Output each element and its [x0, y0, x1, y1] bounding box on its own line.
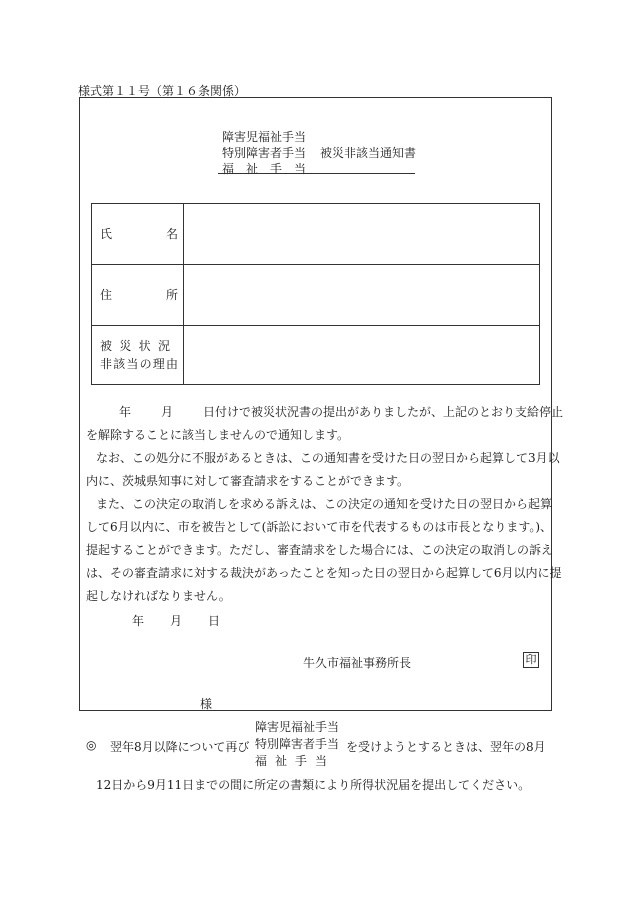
- table-row-address: [92, 265, 540, 326]
- body-line: また、この決定の取消しを求める訴えは、この決定の通知を受けた日の翌日から起算: [96, 497, 553, 511]
- body-text-rest: 日付けで被災状況書の提出がありましたが、上記のとおり支給停止: [203, 405, 564, 419]
- title-line-2: [222, 145, 416, 161]
- title-char: 手: [269, 162, 282, 176]
- title-char: 福: [222, 162, 235, 176]
- date-month: 月: [170, 614, 183, 628]
- issue-date: [132, 612, 220, 629]
- title-line-1: [222, 129, 416, 145]
- note-allowance-2: 特別障害者手当: [255, 737, 340, 751]
- name-field[interactable]: [183, 204, 539, 265]
- note-allowance-3: [255, 753, 327, 770]
- note-allowances: [255, 719, 339, 770]
- label-char: 非: [100, 357, 113, 371]
- body-line: 提起することができます。ただし、審査請求をした場合には、この決定の取消しの訴え: [86, 543, 554, 557]
- seal-stamp: 印: [523, 652, 539, 668]
- label-char: 所: [165, 288, 178, 302]
- label-char: 況: [157, 339, 170, 353]
- table-row-reason: [92, 326, 540, 385]
- label-char: 災: [119, 339, 132, 353]
- label-char: 住: [100, 288, 113, 302]
- recipient-honorific: 様: [200, 697, 213, 711]
- date-space: [144, 612, 170, 629]
- note-char: 手: [294, 754, 307, 768]
- label-char: 当: [126, 357, 139, 371]
- issuer-name: 牛久市福祉事務所長: [303, 656, 412, 670]
- body-line: を解除することに該当しませんので通知します。: [86, 428, 350, 442]
- label-char: 被: [100, 339, 113, 353]
- note-last-line: 12日から9月11日までの間に所定の書類により所得状況届を提出してください。: [96, 778, 531, 792]
- body-line: して6月以内に、市を被告として(訴訟において市を代表するものは市長となります。)、: [86, 520, 553, 534]
- note-char: 祉: [274, 754, 287, 768]
- reason-field[interactable]: [183, 326, 539, 385]
- label-char: 状: [138, 339, 151, 353]
- title-char: 祉: [245, 162, 258, 176]
- note-allowance-1: 障害児福祉手当: [255, 720, 340, 734]
- label-reason: [92, 326, 184, 385]
- body-line: [86, 401, 564, 424]
- title-notice-name: 被災非該当通知書: [320, 146, 417, 160]
- label-char: 該: [113, 357, 126, 371]
- note-mark: ◎: [86, 738, 97, 752]
- label-name: [92, 204, 184, 265]
- label-address: [92, 265, 184, 326]
- title-char: 当: [293, 162, 306, 176]
- label-char: 名: [165, 227, 178, 241]
- body-year: 年: [119, 405, 132, 419]
- table-row-name: [92, 204, 540, 265]
- date-year: 年: [132, 614, 145, 628]
- date-space: [182, 612, 208, 629]
- body-text: [86, 401, 564, 608]
- title-allowance-1: 障害児福祉手当: [222, 130, 307, 144]
- document-title: [222, 129, 416, 177]
- label-char: 理: [152, 357, 165, 371]
- body-line: は、その審査請求に対する裁決があったことを知った日の翌日から起算して6月以内に提: [86, 566, 562, 580]
- body-line: 起しなければなりません。: [86, 589, 231, 603]
- recipient-info-table: [91, 203, 540, 385]
- note-char: 福: [255, 754, 268, 768]
- title-allowance-2: 特別障害者手当: [222, 146, 307, 160]
- address-field[interactable]: [183, 265, 539, 326]
- label-char: の: [139, 357, 152, 371]
- note-char: 当: [314, 754, 327, 768]
- title-line-3: [222, 161, 306, 177]
- note-text-1: 翌年8月以降について再び: [110, 740, 250, 754]
- title-underline: [218, 173, 415, 174]
- body-line: 内に、茨城県知事に対して審査請求をすることができます。: [86, 474, 410, 488]
- label-char: 由: [165, 357, 178, 371]
- body-month: 月: [161, 405, 174, 419]
- date-day: 日: [208, 614, 221, 628]
- note-text-2: を受けようとするときは、翌年の8月: [346, 740, 546, 754]
- form-number: 様式第１１号（第１６条関係）: [78, 84, 247, 98]
- body-line: なお、この処分に不服があるときは、この通知書を受けた日の翌日から起算して3月以: [96, 451, 560, 465]
- label-char: 氏: [100, 227, 113, 241]
